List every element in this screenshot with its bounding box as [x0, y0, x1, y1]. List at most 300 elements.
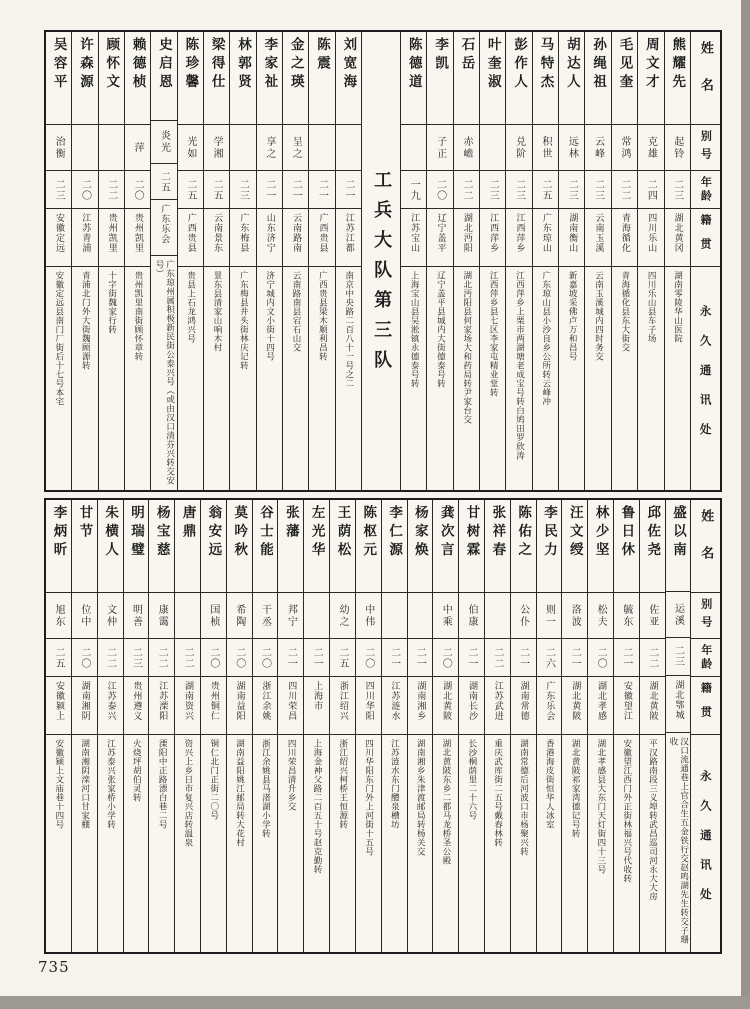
entry-alias: 中乘 [440, 603, 452, 628]
entry-name-cell [124, 500, 149, 593]
entry-alias-cell [585, 125, 610, 171]
entry-name-cell [204, 32, 229, 125]
person-column [511, 500, 537, 952]
entry-native: 广西贵县 [317, 213, 328, 253]
entry-age: 二二 [104, 646, 116, 669]
entry-alias: 远林 [566, 135, 578, 160]
entry-address: 湖北黄陂东乡二都马龙桥圣公殿 [441, 739, 452, 865]
entry-age-cell [99, 171, 124, 209]
person-column [283, 32, 309, 490]
entry-name-cell [427, 32, 452, 125]
entry-address: 景东县清家山响木村 [211, 271, 222, 352]
entry-name: 陈德道 [405, 37, 422, 93]
person-column [257, 32, 283, 490]
person-column [614, 500, 640, 952]
entry-age: 二六 [543, 646, 555, 669]
entry-age: 二三 [487, 178, 499, 201]
entry-native-cell [459, 677, 484, 735]
entry-age-cell [356, 639, 381, 677]
entry-native: 江苏江都 [343, 213, 354, 253]
entry-name-cell [537, 500, 562, 593]
entry-age-cell [588, 639, 613, 677]
entry-address: 江西萍乡县七区李家屯精业堂转 [488, 271, 499, 397]
entry-native: 浙江绍兴 [337, 681, 348, 721]
entry-native-cell [614, 677, 639, 735]
person-column [46, 500, 72, 952]
entry-name: 孙绳祖 [590, 37, 607, 93]
section-divider [362, 32, 401, 490]
entry-address-cell [257, 267, 282, 490]
entry-native-cell [562, 677, 587, 735]
entry-native-cell [230, 209, 255, 267]
entry-alias-cell [257, 125, 282, 171]
entry-name-cell [562, 500, 587, 593]
entry-address: 青浦北门外大街魏顾源转 [80, 271, 91, 370]
entry-address-cell [253, 735, 278, 952]
entry-address-cell [227, 735, 252, 952]
entry-native-cell [309, 209, 334, 267]
entry-name: 龚次言 [437, 505, 454, 561]
entry-name-cell [125, 32, 150, 125]
entry-age: 二一 [342, 178, 354, 201]
entry-alias: 幼之 [336, 603, 348, 628]
entry-name: 陈珍馨 [182, 37, 199, 93]
entry-name: 毛见奎 [616, 37, 633, 93]
entry-address-cell [562, 735, 587, 952]
entry-native-cell [612, 209, 637, 267]
entry-age: 二五 [539, 178, 551, 201]
entry-native: 江苏宝山 [409, 213, 420, 253]
entry-age-cell [278, 639, 303, 677]
entry-address: 湖南常德后河波口市杨聚兴转 [518, 739, 529, 856]
entry-alias-cell [612, 125, 637, 171]
entry-alias: 赤嶦 [460, 135, 472, 160]
entry-age: 二二 [105, 178, 117, 201]
entry-address-cell [175, 735, 200, 952]
entry-name-cell [304, 500, 329, 593]
entry-name-cell [151, 32, 176, 121]
entry-name-cell [533, 32, 558, 125]
entry-native-cell [46, 209, 71, 267]
entry-address: 南京中央路二百八十一号之二 [343, 271, 354, 388]
entry-alias-cell [559, 125, 584, 171]
entry-alias-cell [98, 593, 123, 639]
entry-address: 资兴上乡日市复兴店转温泉 [182, 739, 193, 847]
entry-address-cell [178, 267, 203, 490]
entry-name: 林少坚 [592, 505, 609, 561]
entry-native: 安徽定远 [54, 213, 64, 253]
entry-native-cell [638, 209, 663, 267]
entry-address: 湖北沔阳县何家场大和药局转尹家台交 [461, 271, 472, 424]
entry-native: 四川华阳 [363, 681, 374, 721]
header-label-alias-cell [691, 125, 720, 171]
entry-address-cell [356, 735, 381, 952]
person-column [433, 500, 459, 952]
entry-alias: 毓东 [620, 603, 632, 628]
entry-age: 二三 [672, 645, 684, 668]
person-column [506, 32, 532, 490]
entry-address: 溧阳中正路漂白巷二号 [157, 739, 168, 829]
person-column [666, 500, 692, 952]
person-column [336, 32, 362, 490]
entry-age: 二一 [620, 646, 632, 669]
entry-alias: 邦宁 [285, 603, 297, 628]
entry-age: 二三 [671, 178, 683, 201]
entry-address-cell [124, 735, 149, 952]
entry-age: 二五 [158, 170, 170, 193]
section-divider-title: 工兵大队第三队 [371, 170, 393, 380]
entry-age: 二五 [336, 646, 348, 669]
entry-native-cell [72, 677, 97, 735]
entry-age: 二〇 [79, 178, 91, 201]
header-label-age-cell [691, 171, 720, 209]
entry-age: 二一 [290, 178, 302, 201]
entry-native: 云南玉溪 [593, 213, 604, 253]
person-column [588, 500, 614, 952]
header-column [691, 500, 720, 952]
header-label-alias: 别号 [699, 129, 713, 166]
entry-name: 顾怀文 [103, 37, 120, 93]
entry-name: 王荫松 [334, 505, 351, 561]
entry-alias-cell [230, 125, 255, 171]
entry-name-cell [382, 500, 407, 593]
entry-address-cell [204, 267, 229, 490]
entry-name-cell [253, 500, 278, 593]
entry-age-cell [640, 639, 665, 677]
entry-name-cell [401, 32, 426, 125]
entry-address-cell [309, 267, 334, 490]
entry-address: 新嘉坡采佛卢万和昌号 [567, 271, 578, 361]
entry-native-cell [533, 209, 558, 267]
entry-alias: 炎光 [158, 129, 170, 154]
entry-age: 二〇 [440, 646, 452, 669]
entry-age: 二一 [388, 646, 400, 669]
entry-name: 甘节 [76, 505, 93, 542]
entry-alias-cell [149, 593, 174, 639]
entry-address: 上海宝山县吴淞镇永德泰号转 [409, 271, 420, 388]
entry-address: 平汉路南段三义埠转武昌巡司河永大大房 [647, 739, 658, 901]
header-label-name: 姓名 [698, 509, 714, 583]
entry-alias-cell [356, 593, 381, 639]
entry-address-cell [149, 735, 174, 952]
entry-address-cell [433, 735, 458, 952]
entry-address: 济宁城内文小街十四号 [264, 271, 275, 361]
entry-age-cell [149, 639, 174, 677]
entry-name-cell [72, 32, 97, 125]
entry-alias: 松夫 [595, 603, 607, 628]
entry-native: 湖南衡山 [567, 213, 578, 253]
entry-address: 广东琼州属积极新民街公泰兴号（或由汉口清芬兴转交安号） [153, 259, 175, 485]
entry-age: 二三 [237, 178, 249, 201]
entry-age-cell [309, 171, 334, 209]
entry-address: 汉口流通巷上官合生五金铁行交赵鸣湖先生转交子珊收 [668, 737, 689, 945]
entry-age: 一九 [408, 178, 420, 201]
entry-age: 二一 [569, 646, 581, 669]
entry-name-cell [227, 500, 252, 593]
entry-alias: 克雄 [645, 135, 657, 160]
entry-native-cell [204, 209, 229, 267]
entry-alias: 位中 [78, 603, 90, 628]
entry-native-cell [125, 209, 150, 267]
entry-alias-cell [433, 593, 458, 639]
person-column [253, 500, 279, 952]
entry-native-cell [72, 209, 97, 267]
entry-native: 湖北沔阳 [461, 213, 472, 253]
entry-name: 陈佑之 [515, 505, 532, 561]
entry-age-cell [480, 171, 505, 209]
entry-address: 铜仁北门正街二〇号 [208, 739, 219, 820]
entry-address-cell [201, 735, 226, 952]
header-label-age: 年龄 [699, 175, 713, 204]
entry-age-cell [612, 171, 637, 209]
entry-alias-cell [666, 592, 691, 638]
entry-alias-cell [459, 593, 484, 639]
entry-native-cell [588, 677, 613, 735]
entry-name: 彭作人 [511, 37, 528, 93]
entry-native: 云南景东 [212, 213, 223, 253]
entry-name: 李凯 [432, 37, 449, 74]
entry-address-cell [585, 267, 610, 490]
entry-age: 二〇 [132, 178, 144, 201]
entry-age-cell [125, 171, 150, 209]
entry-native: 江苏泰兴 [105, 681, 116, 721]
entry-age-cell [175, 639, 200, 677]
entry-native: 贵州遵义 [131, 681, 142, 721]
entry-alias: 常鸿 [619, 135, 630, 160]
entry-name: 翁安远 [205, 505, 222, 561]
entry-address-cell [506, 267, 531, 490]
entry-name: 甘树霖 [463, 505, 480, 561]
entry-name-cell [99, 32, 124, 125]
entry-alias-cell [178, 125, 203, 171]
entry-name: 李家祉 [261, 37, 278, 93]
entry-alias-cell [506, 125, 531, 171]
entry-native-cell [178, 209, 203, 267]
entry-native: 辽宁盖平 [435, 213, 446, 253]
entry-native: 湖北黄陂 [570, 681, 581, 721]
entry-name: 金之瑛 [287, 37, 304, 93]
entry-alias-cell [511, 593, 536, 639]
entry-name: 莫吟秋 [231, 505, 248, 561]
entry-address-cell [382, 735, 407, 952]
entry-address-cell [511, 735, 536, 952]
entry-age: 二二 [491, 646, 503, 669]
entry-native-cell [124, 677, 149, 735]
entry-age: 二一 [311, 646, 323, 669]
person-column [408, 500, 434, 952]
entry-alias-cell [46, 593, 71, 639]
entry-native: 湖南湘乡 [415, 681, 426, 721]
entry-age-cell [257, 171, 282, 209]
header-label-native-cell [691, 209, 720, 267]
header-label-address-cell [691, 735, 720, 952]
entry-alias: 干丞 [259, 603, 271, 628]
entry-address: 湖南湘阴滦河口甘家棚 [79, 739, 90, 829]
entry-address-cell [46, 267, 71, 490]
entry-name: 熊耀先 [669, 37, 686, 93]
entry-address: 广东梅县井头街林庆记转 [238, 271, 249, 370]
entry-name: 邱佐尧 [644, 505, 661, 561]
entry-address: 湖南益阳姚江邮局转大花村 [234, 739, 245, 847]
entry-name: 石岳 [458, 37, 475, 74]
entry-address: 香港海皮街恒华人冰室 [544, 739, 555, 829]
entry-name-cell [511, 500, 536, 593]
person-column [640, 500, 666, 952]
header-label-native: 籍贯 [699, 213, 713, 262]
entry-name: 许森源 [76, 37, 93, 93]
entry-native-cell [640, 677, 665, 735]
entry-native-cell [454, 209, 479, 267]
entry-address-cell [459, 735, 484, 952]
entry-age-cell [46, 171, 71, 209]
entry-name: 盛以南 [670, 505, 687, 561]
entry-alias-cell [382, 593, 407, 639]
entry-native: 广东乐会 [544, 681, 555, 721]
person-column [98, 500, 124, 952]
entry-alias-cell [72, 125, 97, 171]
entry-address-cell [230, 267, 255, 490]
person-column [204, 32, 230, 490]
entry-alias: 中伟 [362, 603, 374, 628]
entry-address: 云南玉溪城内四时务交 [593, 271, 604, 361]
entry-address: 四川荣昌清升乡交 [286, 739, 297, 811]
entry-name-cell [230, 32, 255, 125]
entry-age-cell [666, 638, 691, 676]
person-column [178, 32, 204, 490]
entry-age-cell [533, 171, 558, 209]
entry-address-cell [612, 267, 637, 490]
entry-alias-cell [401, 125, 426, 171]
entry-address: 江苏泰兴张家桥小学转 [105, 739, 116, 829]
entry-address: 云南路南县宕石山交 [291, 271, 302, 352]
entry-native-cell [46, 677, 71, 735]
entry-alias-cell [124, 593, 149, 639]
entry-address-cell [640, 735, 665, 952]
entry-address-cell [72, 735, 97, 952]
entry-address: 十字街魏家行转 [106, 271, 117, 334]
header-label-address: 永久通讯处 [698, 304, 713, 453]
entry-name-cell [72, 500, 97, 593]
entry-address: 安徽颍上文庙巷十四号 [53, 739, 64, 829]
entry-age: 二〇 [78, 646, 90, 669]
entry-native-cell [330, 677, 355, 735]
entry-alias-cell [175, 593, 200, 639]
entry-name: 陈震 [314, 37, 331, 74]
person-column [125, 32, 151, 490]
entry-native-cell [480, 209, 505, 267]
person-column [382, 500, 408, 952]
entry-address-cell [125, 267, 150, 490]
person-column [149, 500, 175, 952]
entry-name: 李炳昕 [50, 505, 67, 561]
entry-age: 二一 [263, 178, 275, 201]
entry-alias-cell [640, 593, 665, 639]
entry-native: 江苏涟水 [389, 681, 400, 721]
entry-name-cell [309, 32, 334, 125]
entry-alias: 康霭 [156, 603, 168, 628]
entry-native: 湖北黄冈 [672, 213, 683, 253]
entry-native: 江苏溧阳 [157, 681, 168, 721]
entry-native-cell [559, 209, 584, 267]
entry-age-cell [204, 171, 229, 209]
entry-age: 二三 [53, 178, 65, 201]
person-column [201, 500, 227, 952]
person-column [638, 32, 664, 490]
entry-address: 青海循化县东大街交 [619, 271, 630, 352]
entry-alias-cell [665, 125, 690, 171]
entry-address: 广东琼山县小沙良乡公所转云峰冲 [540, 271, 551, 406]
entry-address: 安徽望江西门外正街林福兴号代收转 [621, 739, 632, 883]
entry-age-cell [454, 171, 479, 209]
entry-name: 马特杰 [537, 37, 554, 93]
person-column [309, 32, 335, 490]
header-label-age: 年龄 [699, 643, 713, 672]
entry-age-cell [511, 639, 536, 677]
entry-age: 二三 [566, 178, 578, 201]
entry-alias-cell [253, 593, 278, 639]
entry-age: 二三 [592, 178, 604, 201]
person-column [230, 32, 256, 490]
entry-alias: 国桢 [207, 603, 219, 628]
entry-name-cell [408, 500, 433, 593]
entry-native: 湖南长沙 [466, 681, 477, 721]
entry-native: 江西萍乡 [488, 213, 499, 253]
entry-age: 二五 [53, 646, 65, 669]
entry-address: 湖北孝感县大东门天灯街四十三号 [595, 739, 606, 874]
entry-name-cell [612, 32, 637, 125]
entry-address-cell [533, 267, 558, 490]
entry-alias-cell [201, 593, 226, 639]
person-column [227, 500, 253, 952]
entry-age-cell [304, 639, 329, 677]
entry-name: 张藩 [282, 505, 299, 542]
entry-address-cell [151, 256, 176, 490]
entry-age-cell [330, 639, 355, 677]
entry-native-cell [356, 677, 381, 735]
entry-name: 明瑞璧 [127, 505, 144, 561]
entry-age-cell [382, 639, 407, 677]
entry-native-cell [98, 677, 123, 735]
entry-age-cell [201, 639, 226, 677]
entry-alias-cell [151, 121, 176, 165]
person-column [559, 32, 585, 490]
entry-address: 四川华阳东门外上河街十五号 [363, 739, 374, 856]
entry-name-cell [480, 32, 505, 125]
entry-address: 贵县上石龙鸿兴号 [185, 271, 196, 343]
entry-alias-cell [454, 125, 479, 171]
entry-age: 二〇 [362, 646, 374, 669]
entry-alias-cell [485, 593, 510, 639]
page-number: 735 [38, 958, 70, 976]
roster-table-bottom [44, 498, 722, 954]
entry-address-cell [336, 267, 361, 490]
entry-name: 唐鼎 [179, 505, 196, 542]
person-column [72, 32, 98, 490]
person-column [99, 32, 125, 490]
entry-age-cell [638, 171, 663, 209]
entry-alias: 则一 [543, 603, 555, 628]
entry-name-cell [433, 500, 458, 593]
entry-native-cell [433, 677, 458, 735]
entry-address-cell [330, 735, 355, 952]
entry-age: 二二 [460, 178, 472, 201]
entry-name: 朱横人 [102, 505, 119, 561]
person-column [459, 500, 485, 952]
entry-native-cell [304, 677, 329, 735]
header-label-native-cell [691, 677, 720, 735]
entry-address-cell [283, 267, 308, 490]
entry-native: 安徽颍上 [53, 681, 64, 721]
